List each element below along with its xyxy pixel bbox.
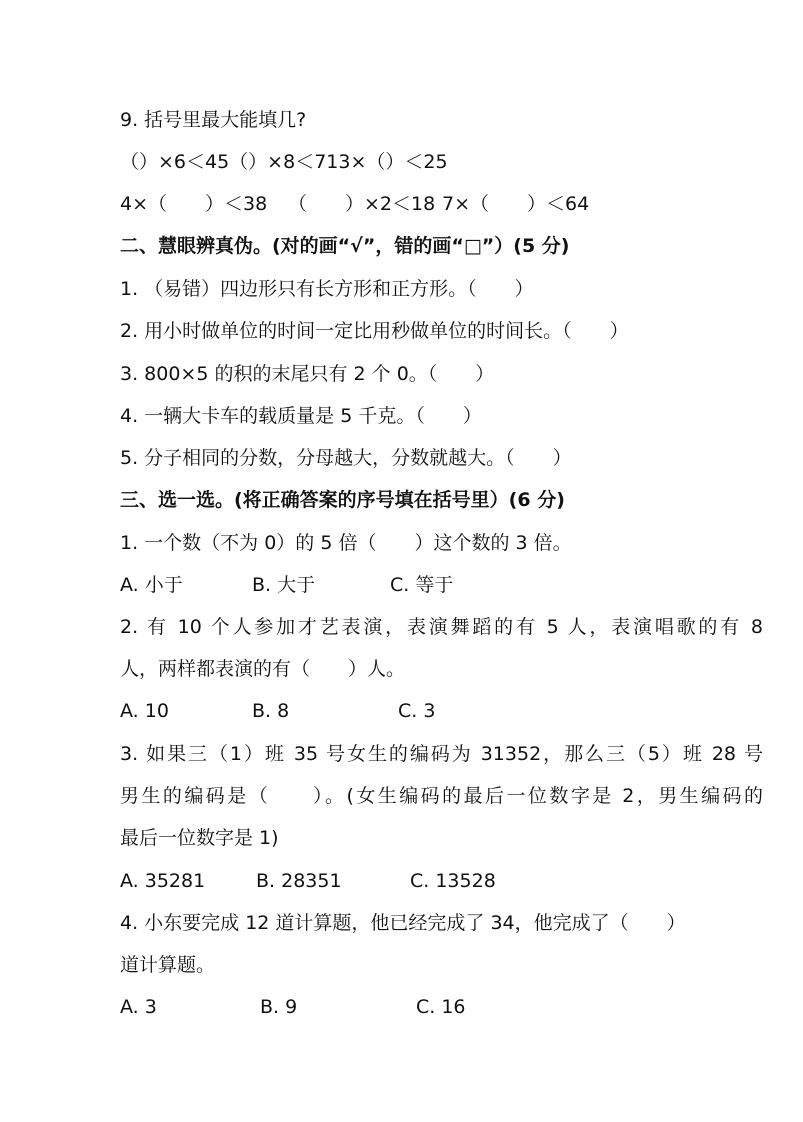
section3-q4-line2: 道计算题。 <box>120 954 216 976</box>
section3-q4-options <box>120 995 763 1115</box>
section3-q2-line2: 人，两样都表演的有（ ）人。 <box>120 658 406 680</box>
q1-option-a: A. 小于 <box>120 574 183 596</box>
q3-option-c: C. 13528 <box>410 870 496 892</box>
q9-row2-item-c: 7×（ ）＜64 <box>442 193 590 215</box>
section2-item-5: 5. 分子相同的分数，分母越大，分数就越大。（ ） <box>120 447 572 469</box>
q2-option-b: B. 8 <box>252 700 290 722</box>
section2-item-3: 3. 800×5 的积的末尾只有 2 个 0。（ ） <box>120 363 495 385</box>
q9-row2-item-b: （ ）×2＜18 <box>288 193 436 215</box>
section3-q4-line1: 4. 小东要完成 12 道计算题，他已经完成了 34，他完成了（ ） <box>120 912 686 934</box>
section2-item-4: 4. 一辆大卡车的载质量是 5 千克。（ ） <box>120 405 482 427</box>
section3-q2-line1: 2. 有 10 个人参加才艺表演，表演舞蹈的有 5 人，表演唱歌的有 8 <box>120 616 763 638</box>
q4-option-c: C. 16 <box>416 996 466 1018</box>
q9-title: 9. 括号里最大能填几? <box>120 109 307 131</box>
section3-title: 三、选一选。(将正确答案的序号填在括号里）(6 分) <box>120 489 565 511</box>
section3-q3-line1: 3. 如果三（1）班 35 号女生的编码为 31352，那么三（5）班 28 号 <box>120 743 763 765</box>
section2-item-2: 2. 用小时做单位的时间一定比用秒做单位的时间长。（ ） <box>120 320 629 342</box>
section3-q1-text: 1. 一个数（不为 0）的 5 倍（ ）这个数的 3 倍。 <box>120 532 572 554</box>
q2-option-c: C. 3 <box>398 700 436 722</box>
section3-q3-line3: 最后一位数字是 1) <box>120 827 279 849</box>
section3-q3-line2: 男生的编码是（ ）。(女生编码的最后一位数字是 2，男生编码的 <box>120 785 763 807</box>
section2-title: 二、慧眼辨真伪。(对的画“√”，错的画“□”）(5 分) <box>120 235 570 257</box>
q9-row2-item-a: 4×（ ）＜38 <box>120 193 268 215</box>
q9-row1: （）×6＜45（）×8＜713×（）＜25 <box>120 151 448 173</box>
q2-option-a: A. 10 <box>120 700 169 722</box>
q3-option-b: B. 28351 <box>256 870 342 892</box>
q1-option-b: B. 大于 <box>252 574 316 596</box>
q3-option-a: A. 35281 <box>120 870 206 892</box>
q4-option-b: B. 9 <box>260 996 298 1018</box>
q4-option-a: A. 3 <box>120 996 157 1018</box>
q1-option-c: C. 等于 <box>390 574 454 596</box>
section2-item-1: 1. （易错）四边形只有长方形和正方形。（ ） <box>120 278 534 300</box>
